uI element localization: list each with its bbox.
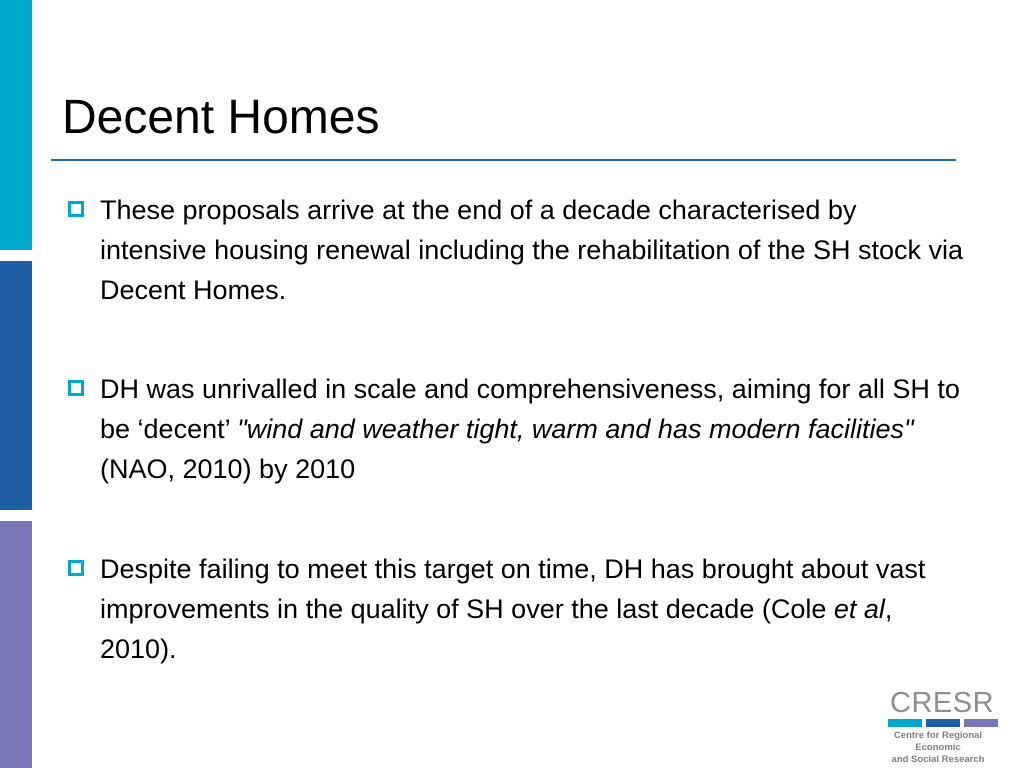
cresr-logo bbox=[878, 687, 998, 765]
logo-color-bars bbox=[888, 719, 998, 727]
side-accent-bar-purple bbox=[0, 521, 32, 768]
logo-subtitle bbox=[878, 730, 998, 766]
bullet-text-segment: Despite failing to meet this target on time, DH has brought about vast improvements in the quality of SH over the last decade (Cole bbox=[100, 554, 926, 624]
bullet-text-segment: These proposals arrive at the end of a decade characterised by intensive housing renewal including the rehabilitation of the SH stock via Decent Homes. bbox=[100, 195, 964, 305]
logo-subtitle-line1: Centre for Regional Economic bbox=[893, 730, 983, 753]
square-bullet-icon bbox=[68, 380, 84, 396]
logo-bar-blue bbox=[926, 719, 960, 727]
side-accent-bar-cyan bbox=[0, 0, 32, 250]
title-divider bbox=[51, 159, 956, 161]
slide-title: Decent Homes bbox=[62, 91, 380, 144]
logo-bar-purple bbox=[964, 719, 998, 727]
square-bullet-icon bbox=[68, 201, 84, 217]
logo-bar-cyan bbox=[888, 719, 922, 727]
bullet-text-segment: DH was unrivalled in scale and comprehensiveness, aiming for all SH to be ‘decent’ bbox=[100, 374, 960, 444]
square-bullet-icon bbox=[68, 560, 84, 576]
bullet-text-citation: et al bbox=[833, 594, 885, 624]
bullet-text-segment: (NAO, 2010) by 2010 bbox=[100, 454, 356, 484]
logo-wordmark: CRESR bbox=[890, 687, 995, 719]
side-accent-bar-blue bbox=[0, 261, 32, 510]
bullet-text bbox=[100, 190, 970, 310]
bullet-text bbox=[100, 369, 970, 489]
bullet-text bbox=[100, 549, 970, 669]
bullet-text-quote: "wind and weather tight, warm and has modern facilities" bbox=[237, 414, 914, 444]
logo-subtitle-line2: and Social Research bbox=[891, 754, 985, 765]
bullet-text-segment: , 2010). bbox=[100, 594, 893, 664]
